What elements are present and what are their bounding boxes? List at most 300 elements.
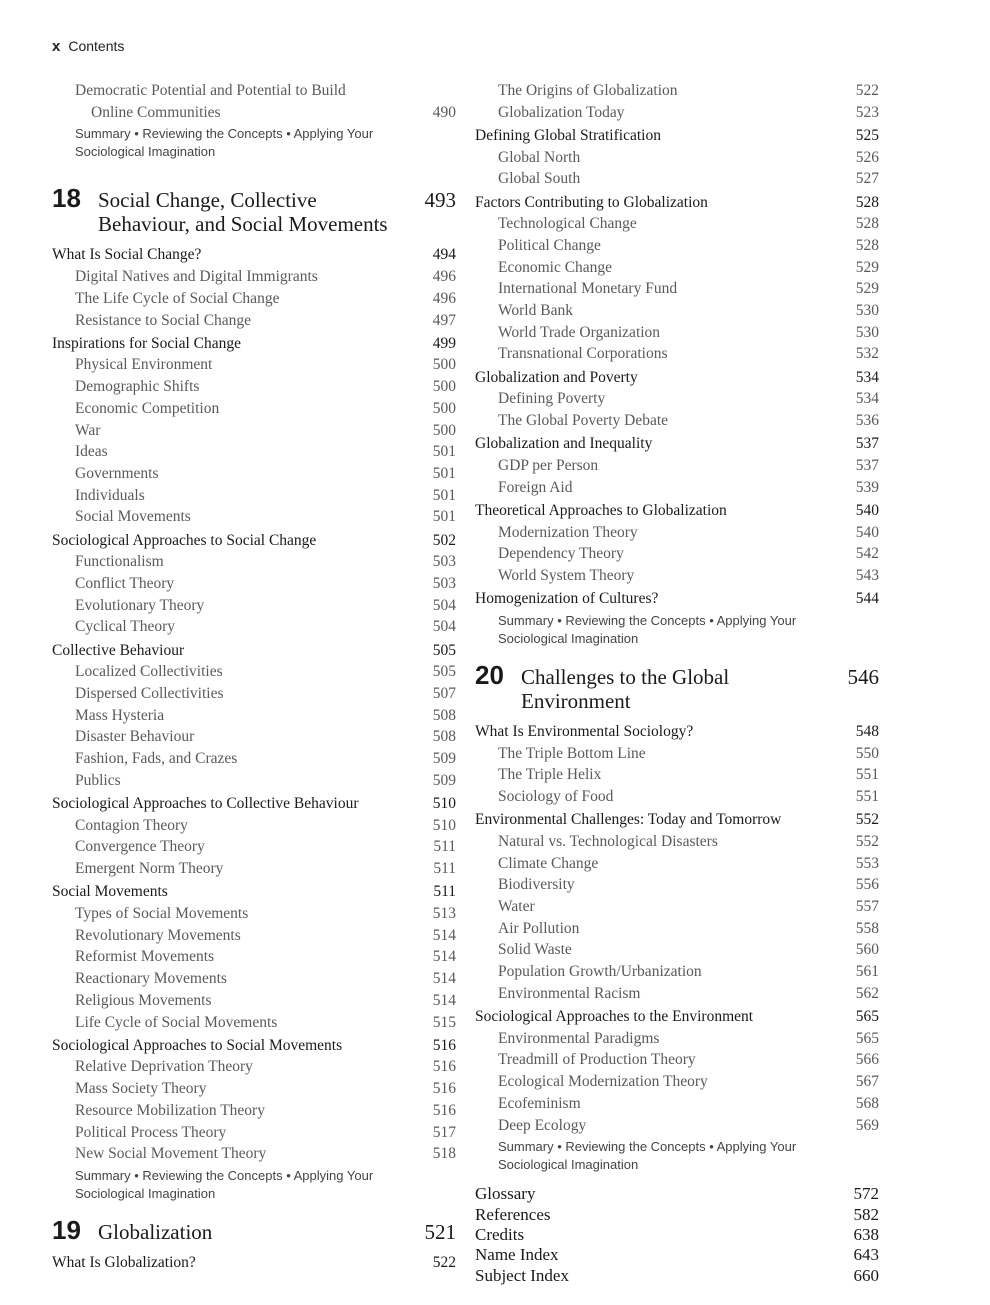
toc-subsection-entry[interactable] (52, 726, 456, 748)
toc-page-number: 504 (432, 596, 456, 614)
toc-entry-title: Technological Change (498, 215, 637, 233)
chapter-number: 18 (52, 183, 81, 214)
toc-entry-title: GDP per Person (498, 456, 599, 474)
toc-subsection-entry[interactable] (52, 463, 456, 485)
toc-entry-title: Climate Change (498, 854, 599, 872)
chapter-number: 20 (475, 659, 504, 690)
toc-entry-title: The Global Poverty Debate (498, 412, 669, 430)
toc-subsection-entry[interactable] (475, 918, 879, 940)
toc-entry-title: Homogenization of Cultures? (475, 590, 659, 608)
toc-page-number: 551 (855, 766, 879, 784)
toc-subsection-entry[interactable] (475, 896, 879, 918)
toc-page-number: 544 (855, 590, 879, 608)
toc-subsection-entry[interactable] (52, 376, 456, 398)
toc-subsection-entry[interactable] (52, 836, 456, 858)
toc-subsection-entry[interactable] (52, 398, 456, 420)
toc-entry-title: Treadmill of Production Theory (498, 1051, 696, 1069)
back-matter-entry[interactable] (475, 1266, 879, 1286)
toc-subsection-entry[interactable] (475, 831, 879, 853)
toc-page-number: 510 (432, 794, 456, 812)
toc-section-entry[interactable] (52, 881, 456, 903)
toc-entry-title: Fashion, Fads, and Crazes (75, 750, 238, 768)
toc-subsection-entry[interactable] (475, 213, 879, 235)
toc-subsection-entry[interactable] (52, 506, 456, 528)
toc-subsection-entry[interactable] (52, 573, 456, 595)
toc-entry-title: War (75, 421, 101, 439)
toc-entry-title: Individuals (75, 486, 145, 504)
toc-page-number: 540 (855, 501, 879, 519)
toc-column-right (475, 80, 879, 1286)
chapter-summary-line: Summary • Reviewing the Concepts • Applying Your Sociological Imagination (75, 126, 374, 160)
toc-page-number: 501 (432, 464, 456, 482)
toc-entry-title: Economic Competition (75, 399, 220, 417)
toc-page-number: 522 (432, 1253, 456, 1271)
toc-page-number: 501 (432, 443, 456, 461)
toc-page-number: 523 (855, 103, 879, 121)
toc-subsection-entry[interactable] (52, 288, 456, 310)
back-matter-entry[interactable] (475, 1225, 879, 1245)
toc-entry-title: Sociology of Food (498, 787, 614, 805)
toc-entry-title: Resistance to Social Change (75, 311, 252, 329)
toc-subsection-entry[interactable] (52, 661, 456, 683)
toc-page-number: 516 (432, 1080, 456, 1098)
toc-page-number: 497 (432, 311, 456, 329)
toc-subsection-entry[interactable] (475, 278, 879, 300)
toc-entry-title: Foreign Aid (498, 478, 573, 496)
toc-entry-title: Relative Deprivation Theory (75, 1058, 253, 1076)
toc-entry-title: Population Growth/Urbanization (498, 963, 702, 981)
toc-page-number: 505 (432, 663, 456, 681)
chapter-20-entries (475, 721, 879, 1136)
toc-entry-title: The Origins of Globalization (498, 82, 678, 99)
toc-page-number: 514 (432, 991, 456, 1009)
toc-section-entry[interactable] (52, 530, 456, 552)
chapter-title: Globalization (98, 1219, 213, 1244)
toc-subsection-entry[interactable] (475, 786, 879, 808)
toc-page-number: 509 (432, 750, 456, 768)
toc-entry-title: Political Change (498, 236, 601, 254)
toc-page-number: 504 (432, 618, 456, 636)
toc-page-number: 500 (432, 378, 456, 396)
toc-page-number: 556 (855, 876, 879, 894)
back-matter-entry[interactable] (475, 1205, 879, 1225)
toc-page-number: 528 (855, 236, 879, 254)
toc-page-number: 517 (432, 1123, 456, 1141)
toc-section-entry[interactable] (475, 192, 879, 214)
toc-section-entry[interactable] (52, 1252, 456, 1274)
toc-subsection-entry[interactable] (475, 388, 879, 410)
toc-entry-title: Biodiversity (498, 876, 575, 894)
toc-entry-title: What Is Social Change? (52, 246, 202, 264)
toc-subsection-entry[interactable] (475, 300, 879, 322)
toc-subsection-entry[interactable] (475, 1115, 879, 1137)
toc-page-number: 548 (855, 722, 879, 740)
toc-subsection-entry[interactable] (52, 1122, 456, 1144)
toc-page-number: 500 (432, 421, 456, 439)
chapter-19-entries-continued (475, 80, 879, 610)
toc-page-number: 525 (855, 126, 879, 144)
toc-page-number: 499 (432, 334, 456, 352)
toc-entry-title: Localized Collectivities (75, 663, 223, 681)
toc-entry-title: Mass Society Theory (75, 1080, 207, 1098)
toc-entry-title: Natural vs. Technological Disasters (498, 832, 718, 850)
toc-subsection-entry[interactable] (52, 683, 456, 705)
toc-entry-title: Modernization Theory (498, 523, 638, 541)
toc-page-number: 508 (432, 728, 456, 746)
toc-subsection-entry[interactable] (52, 1078, 456, 1100)
toc-subsection-entry[interactable] (475, 961, 879, 983)
toc-page-number: 638 (853, 1225, 879, 1245)
toc-entry-title: New Social Movement Theory (75, 1145, 267, 1163)
chapter-heading-19[interactable] (52, 1215, 456, 1246)
toc-page-number: 537 (855, 435, 879, 453)
toc-page-number: 572 (853, 1184, 879, 1204)
toc-subsection-entry[interactable] (475, 168, 879, 190)
toc-page-number: 511 (433, 860, 456, 878)
toc-page-number: 503 (432, 574, 456, 592)
toc-entry-title: The Triple Bottom Line (498, 744, 646, 762)
toc-subsection-entry[interactable] (475, 1071, 879, 1093)
toc-subsection-entry[interactable] (52, 420, 456, 442)
toc-page-number: 510 (432, 816, 456, 834)
toc-subsection-entry[interactable] (52, 1143, 456, 1165)
chapter-page-number: 546 (847, 664, 879, 689)
toc-subsection-entry[interactable] (52, 815, 456, 837)
toc-page-number: 660 (853, 1265, 879, 1285)
toc-page-number: 522 (855, 82, 879, 99)
toc-subsection-entry[interactable] (475, 343, 879, 365)
toc-entry-title: Subject Index (475, 1265, 569, 1285)
toc-page-number: 643 (853, 1245, 879, 1265)
toc-page-number: 526 (855, 148, 879, 166)
toc-page-number: 565 (855, 1008, 879, 1026)
toc-page-number: 569 (855, 1116, 879, 1134)
toc-subsection-entry[interactable] (52, 946, 456, 968)
toc-page-number: 551 (855, 787, 879, 805)
toc-entry-title: Environmental Racism (498, 984, 641, 1002)
chapter-heading-20[interactable] (475, 660, 879, 713)
toc-entry-title: World Bank (498, 302, 573, 320)
toc-entry-title: Glossary (475, 1184, 536, 1204)
toc-subsection-entry[interactable] (52, 266, 456, 288)
toc-entry-title: References (475, 1204, 551, 1224)
toc-entry-title: Solid Waste (498, 941, 572, 959)
toc-page-number: 536 (855, 412, 879, 430)
toc-section-entry[interactable] (52, 1035, 456, 1057)
toc-page-number: 515 (432, 1013, 456, 1031)
toc-subsection-entry[interactable] (52, 616, 456, 638)
toc-entry-title: Environmental Paradigms (498, 1029, 660, 1047)
toc-page-number: 516 (432, 1036, 456, 1054)
toc-page-number: 516 (432, 1058, 456, 1076)
toc-subsection-entry[interactable] (52, 990, 456, 1012)
toc-subsection-entry[interactable] (475, 1049, 879, 1071)
toc-entry-title: Physical Environment (75, 356, 213, 374)
toc-entry-title: Evolutionary Theory (75, 596, 205, 614)
toc-subsection-entry[interactable] (52, 903, 456, 925)
toc-page-number: 543 (855, 566, 879, 584)
toc-entry-title: Mass Hysteria (75, 706, 165, 724)
chapter-summary-line: Summary • Reviewing the Concepts • Applying Your Sociological Imagination (498, 1139, 797, 1173)
toc-subsection-entry[interactable] (475, 257, 879, 279)
toc-entry-title: Sociological Approaches to Collective Behaviour (52, 794, 359, 812)
toc-entry-title: Sociological Approaches to the Environment (475, 1008, 754, 1026)
toc-entry-title: Resource Mobilization Theory (75, 1101, 265, 1119)
toc-entry-title: Reformist Movements (75, 948, 215, 966)
toc-section-entry[interactable] (475, 500, 879, 522)
toc-entry-title: Social Movements (75, 508, 191, 526)
toc-subsection-entry[interactable] (52, 858, 456, 880)
toc-entry-title: The Triple Helix (498, 766, 602, 784)
toc-page-number: 552 (855, 811, 879, 829)
toc-entry-title: Publics (75, 771, 121, 789)
toc-entry-title: Life Cycle of Social Movements (75, 1013, 278, 1031)
toc-entry-title: Deep Ecology (498, 1116, 587, 1134)
toc-page-number: 539 (855, 478, 879, 496)
toc-entry-title: Contagion Theory (75, 816, 188, 834)
toc-subsection-entry[interactable] (475, 477, 879, 499)
toc-section-entry[interactable] (475, 367, 879, 389)
toc-entry-title: Collective Behaviour (52, 641, 185, 659)
toc-page-number: 514 (432, 970, 456, 988)
toc-section-entry[interactable] (475, 125, 879, 147)
toc-entry-title: Name Index (475, 1245, 559, 1265)
toc-section-entry[interactable] (52, 793, 456, 815)
toc-subsection-entry[interactable] (52, 485, 456, 507)
toc-subsection-entry[interactable] (475, 410, 879, 432)
toc-entry-title: Governments (75, 464, 159, 482)
toc-entry-title: What Is Globalization? (52, 1253, 196, 1271)
toc-entry-title: Ecofeminism (498, 1094, 581, 1112)
toc-entry-title: Environmental Challenges: Today and Tomorrow (475, 811, 782, 829)
toc-entry-title: What Is Environmental Sociology? (475, 722, 694, 740)
chapter-title: Challenges to the Global Environment (521, 664, 730, 713)
toc-page-number: 511 (433, 883, 456, 901)
toc-entry-title: Convergence Theory (75, 838, 205, 856)
toc-entry-title: Religious Movements (75, 991, 212, 1009)
toc-page-number: 528 (855, 215, 879, 233)
toc-section-entry[interactable] (52, 640, 456, 662)
toc-subsection-entry[interactable] (475, 455, 879, 477)
toc-page-number: 568 (855, 1094, 879, 1112)
back-matter-entry[interactable] (475, 1245, 879, 1265)
toc-subsection-entry[interactable] (475, 522, 879, 544)
toc-page-number: 565 (855, 1029, 879, 1047)
toc-page-number: 528 (855, 193, 879, 211)
toc-section-entry[interactable] (475, 1006, 879, 1028)
toc-entry-title: Global North (498, 148, 581, 166)
toc-entry-title: Social Movements (52, 883, 168, 901)
toc-entry-title: Revolutionary Movements (75, 926, 241, 944)
back-matter-list (475, 1184, 879, 1286)
toc-entry-title: Credits (475, 1225, 525, 1245)
toc-page-number: 537 (855, 456, 879, 474)
toc-column-left (52, 80, 456, 1274)
toc-section-entry[interactable] (475, 721, 879, 743)
toc-entry-title: Transnational Corporations (498, 345, 668, 363)
toc-subsection-entry[interactable] (475, 939, 879, 961)
toc-page-number: 500 (432, 356, 456, 374)
toc-page-number: 532 (855, 345, 879, 363)
toc-entry-title: Factors Contributing to Globalization (475, 193, 708, 211)
toc-page-number: 557 (855, 898, 879, 915)
toc-entry-title: Globalization and Inequality (475, 435, 653, 453)
toc-entry-title: Political Process Theory (75, 1123, 227, 1141)
toc-page-number: 540 (855, 523, 879, 541)
toc-entry-title: Defining Poverty (498, 390, 606, 408)
toc-page-number: 509 (432, 771, 456, 789)
toc-page-number: 530 (855, 323, 879, 341)
toc-page-number: 553 (855, 854, 879, 872)
toc-subsection-entry[interactable] (52, 705, 456, 727)
toc-page-number: 513 (432, 905, 456, 922)
toc-subsection-entry[interactable] (52, 770, 456, 792)
chapter-page-number: 493 (424, 188, 456, 213)
toc-subsection-entry[interactable] (52, 595, 456, 617)
toc-subsection-entry[interactable] (475, 322, 879, 344)
toc-page-number: 550 (855, 744, 879, 762)
toc-entry[interactable]: Democratic Potential and Potential to Build Online Communities 490 (52, 80, 456, 123)
toc-subsection-entry[interactable] (475, 1028, 879, 1050)
toc-subsection-entry[interactable] (475, 565, 879, 587)
chapter-page-number: 521 (424, 1219, 456, 1244)
toc-page-number: 505 (432, 641, 456, 659)
toc-entry-title: Dispersed Collectivities (75, 684, 224, 702)
toc-entry-title: World System Theory (498, 566, 635, 584)
chapter-summary-line: Summary • Reviewing the Concepts • Applying Your Sociological Imagination (498, 612, 797, 646)
toc-page-number: 501 (432, 508, 456, 526)
toc-page-number: 567 (855, 1073, 879, 1091)
toc-subsection-entry[interactable] (475, 1093, 879, 1115)
toc-page-number: 496 (432, 268, 456, 286)
toc-entry-title: Demographic Shifts (75, 378, 200, 396)
toc-subsection-entry[interactable] (52, 748, 456, 770)
chapter-heading-18[interactable] (52, 183, 456, 236)
toc-page-number: 562 (855, 984, 879, 1002)
toc-entry-title: Types of Social Movements (75, 905, 249, 922)
toc-entry-title: Water (498, 898, 535, 915)
toc-entry-title: Global South (498, 170, 581, 188)
toc-subsection-entry[interactable] (52, 551, 456, 573)
toc-entry-title: Reactionary Movements (75, 970, 227, 988)
toc-subsection-entry[interactable] (475, 543, 879, 565)
toc-page-number: 507 (432, 684, 456, 702)
toc-page-number: 502 (432, 531, 456, 549)
toc-entry-title: Emergent Norm Theory (75, 860, 224, 878)
toc-subsection-entry[interactable] (52, 968, 456, 990)
toc-page-number: 529 (855, 258, 879, 276)
toc-page-number: 552 (855, 832, 879, 850)
toc-page-number: 582 (853, 1204, 879, 1224)
toc-subsection-entry[interactable] (52, 441, 456, 463)
toc-subsection-entry[interactable] (475, 235, 879, 257)
toc-page-number: 518 (432, 1145, 456, 1163)
toc-page-number: 560 (855, 941, 879, 959)
toc-subsection-entry[interactable] (475, 874, 879, 896)
toc-page-number: 514 (432, 948, 456, 966)
toc-subsection-entry[interactable] (475, 102, 879, 124)
toc-entry-title: Sociological Approaches to Social Movements (52, 1036, 343, 1054)
toc-entry-title: Ideas (75, 443, 108, 461)
toc-entry-title: The Life Cycle of Social Change (75, 289, 280, 307)
toc-page-number: 566 (855, 1051, 879, 1069)
running-header (52, 38, 124, 55)
toc-section-entry[interactable] (475, 809, 879, 831)
toc-entry-title: International Monetary Fund (498, 280, 678, 298)
toc-page-number: 508 (432, 706, 456, 724)
toc-page-number: 530 (855, 302, 879, 320)
toc-section-entry[interactable] (475, 588, 879, 610)
toc-entry-title: Globalization and Poverty (475, 368, 638, 386)
toc-page-number: 511 (433, 838, 456, 856)
toc-page-number: 503 (432, 553, 456, 571)
toc-page-number: 561 (855, 963, 879, 981)
toc-entry-title: Sociological Approaches to Social Change (52, 531, 317, 549)
toc-page-number: 514 (432, 926, 456, 944)
toc-entry-title: Dependency Theory (498, 545, 624, 563)
toc-entry-title: Air Pollution (498, 919, 580, 937)
toc-section-entry[interactable] (52, 244, 456, 266)
toc-page-number: 542 (855, 545, 879, 563)
toc-entry-title: Economic Change (498, 258, 613, 276)
toc-subsection-entry[interactable] (475, 743, 879, 765)
toc-subsection-entry[interactable] (52, 1012, 456, 1034)
toc-subsection-entry[interactable] (475, 853, 879, 875)
toc-entry-title: Inspirations for Social Change (52, 334, 241, 352)
toc-subsection-entry[interactable] (475, 80, 879, 102)
toc-subsection-entry[interactable] (52, 310, 456, 332)
toc-entry-title: World Trade Organization (498, 323, 661, 341)
toc-page-number: 529 (855, 280, 879, 298)
chapter-19-entries (52, 1252, 456, 1274)
chapter-summary-line: Summary • Reviewing the Concepts • Applying Your Sociological Imagination (75, 1167, 374, 1201)
toc-entry-title: Cyclical Theory (75, 618, 176, 636)
toc-subsection-entry[interactable] (52, 925, 456, 947)
toc-entry-title: Digital Natives and Digital Immigrants (75, 268, 318, 286)
toc-subsection-entry[interactable] (475, 147, 879, 169)
chapter-title: Social Change, Collective Behaviour, and Social Movements (98, 188, 388, 237)
back-matter-entry[interactable] (475, 1184, 879, 1204)
toc-entry-title: Ecological Modernization Theory (498, 1073, 708, 1091)
toc-page-number: 494 (432, 246, 456, 264)
toc-subsection-entry[interactable] (52, 1100, 456, 1122)
toc-page-number: 534 (855, 368, 879, 386)
toc-entry-title: Globalization Today (498, 103, 625, 121)
toc-subsection-entry[interactable] (52, 1056, 456, 1078)
toc-page-number: 496 (432, 289, 456, 307)
toc-page-number: 501 (432, 486, 456, 504)
toc-entry-title: Conflict Theory (75, 574, 175, 592)
running-header-title: Contents (68, 38, 125, 54)
toc-entry-title: Disaster Behaviour (75, 728, 195, 746)
toc-page-number: 516 (432, 1101, 456, 1119)
chapter-18-entries (52, 244, 456, 1165)
toc-subsection-entry[interactable] (475, 983, 879, 1005)
folio-page-number: x (52, 38, 61, 55)
chapter-number: 19 (52, 1214, 81, 1245)
toc-page-number: 490 (432, 103, 456, 121)
toc-section-entry[interactable] (475, 433, 879, 455)
toc-entry-title: Functionalism (75, 553, 164, 571)
toc-entry-title: Theoretical Approaches to Globalization (475, 501, 727, 519)
toc-section-entry[interactable] (52, 333, 456, 355)
toc-subsection-entry[interactable] (475, 764, 879, 786)
toc-page-number: 558 (855, 919, 879, 937)
toc-page-number: 500 (432, 399, 456, 417)
toc-page-number: 527 (855, 170, 879, 188)
toc-subsection-entry[interactable] (52, 354, 456, 376)
toc-page-number: 534 (855, 390, 879, 408)
